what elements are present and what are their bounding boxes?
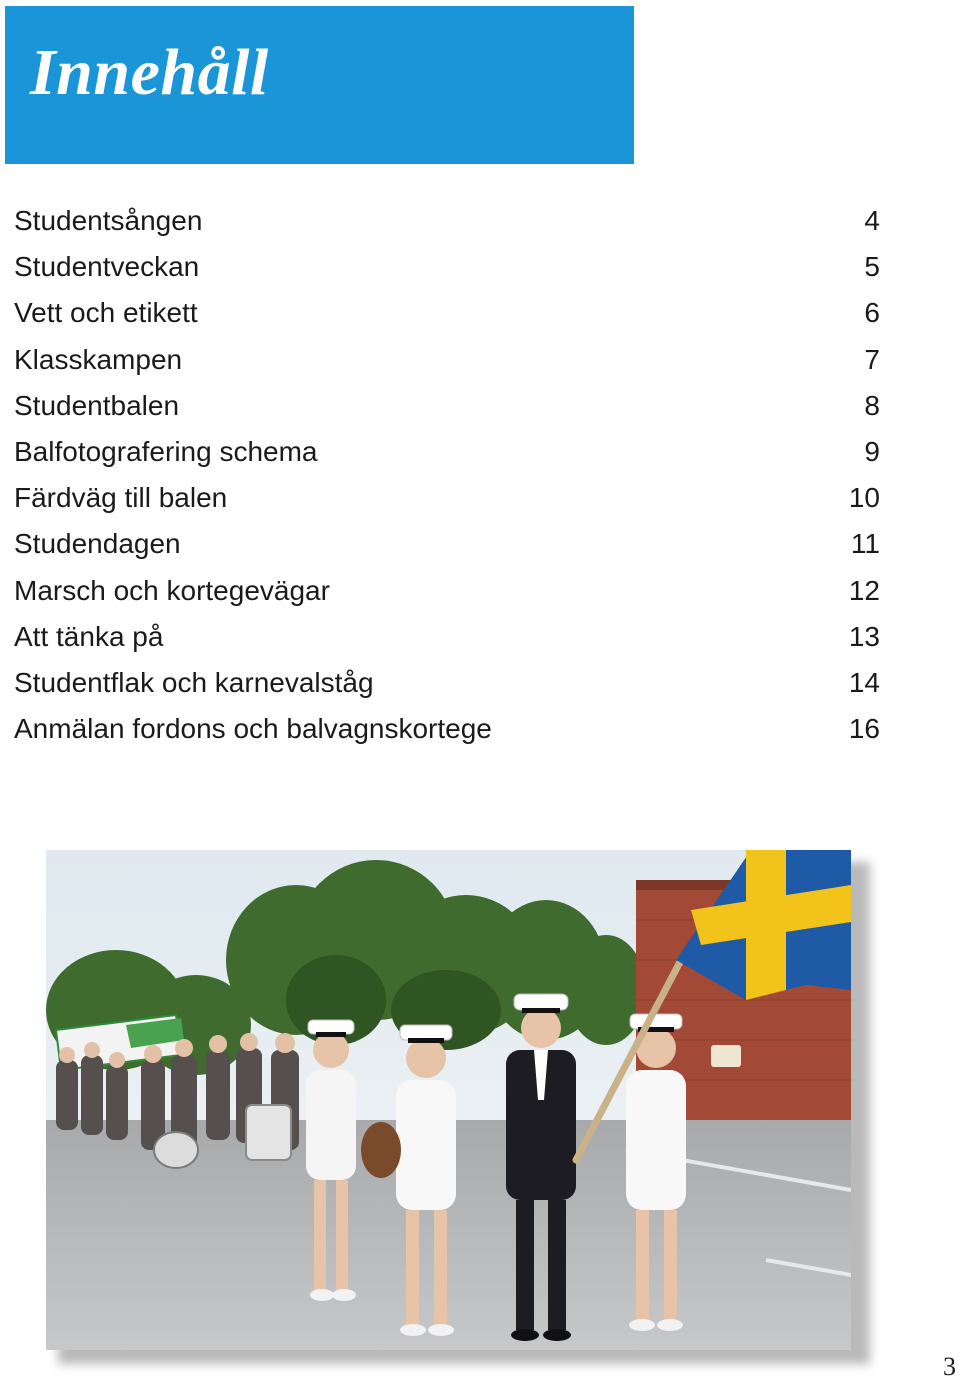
toc-entry-page: 8 [864,389,880,421]
toc-entry[interactable] [14,614,880,660]
toc-entry-title: Balfotografering schema [14,435,318,467]
toc-entry-title: Studentveckan [14,251,200,283]
toc-entry-page: 13 [848,620,880,652]
toc-entry[interactable] [14,660,880,706]
toc-entry-page: 5 [864,251,880,283]
toc-entry-page: 11 [850,528,880,560]
toc-entry-title: Klasskampen [14,343,183,375]
toc-entry[interactable] [14,521,880,567]
table-of-contents [14,198,880,752]
photo-illustration [46,850,851,1350]
toc-entry[interactable] [14,383,880,429]
toc-entry[interactable] [14,429,880,475]
toc-entry[interactable] [14,290,880,336]
toc-entry-page: 6 [864,297,880,329]
toc-entry-page: 14 [848,666,880,698]
student-parade-photo [46,850,851,1350]
toc-entry-title: Studendagen [14,528,181,560]
toc-entry-title: Färdväg till balen [14,482,228,514]
toc-entry-title: Vett och etikett [14,297,198,329]
toc-entry-title: Studentbalen [14,389,180,421]
page-title: Innehåll [30,36,269,109]
toc-entry-title: Att tänka på [14,620,164,652]
toc-entry-title: Marsch och kortegevägar [14,574,330,606]
toc-entry-title: Anmälan fordons och balvagnskortege [14,713,492,745]
toc-entry-page: 7 [864,343,880,375]
toc-entry[interactable] [14,568,880,614]
toc-entry[interactable] [14,475,880,521]
toc-entry[interactable] [14,244,880,290]
toc-entry[interactable] [14,337,880,383]
page-number: 3 [943,1352,956,1381]
toc-entry-title: Studentflak och karnevalståg [14,666,374,698]
toc-entry[interactable] [14,706,880,752]
toc-entry-page: 4 [864,205,880,236]
toc-entry-page: 16 [848,713,880,745]
toc-entry-page: 9 [864,435,880,467]
toc-entry-page: 10 [848,482,880,514]
toc-entry-title: Studentsången [14,205,203,236]
toc-entry[interactable] [14,198,880,244]
toc-entry-page: 12 [848,574,880,606]
